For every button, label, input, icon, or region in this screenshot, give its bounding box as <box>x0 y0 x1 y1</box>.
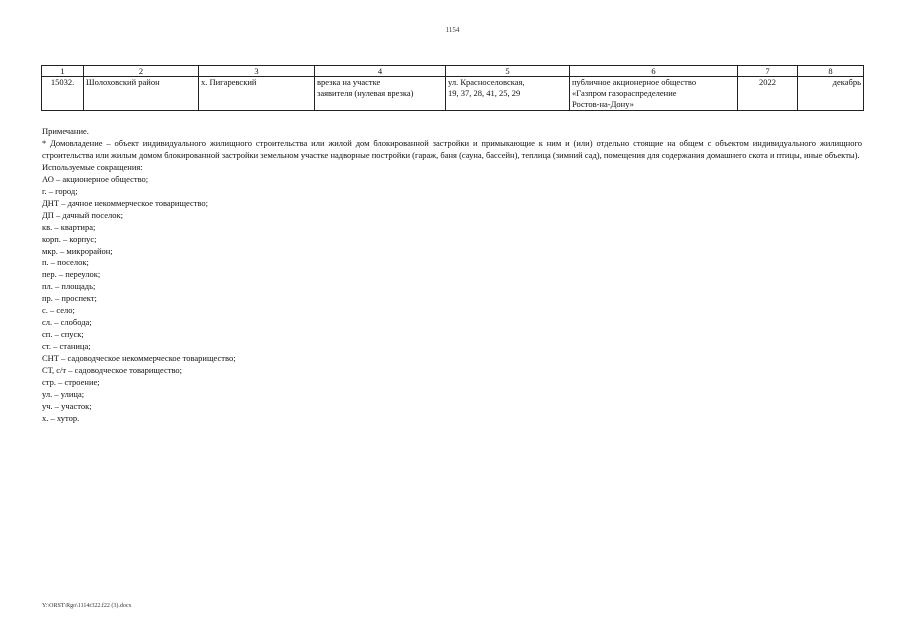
abbreviation-item: ДП – дачный поселок; <box>42 209 124 220</box>
column-header: 6 <box>570 66 738 77</box>
column-header: 3 <box>199 66 315 77</box>
cell-settlement: х. Пигаревский <box>199 77 315 111</box>
notes-section <box>42 126 862 425</box>
cell-work-type <box>315 77 446 111</box>
abbreviation-item: ул. – улица; <box>42 388 85 399</box>
abbreviation-item: корп. – корпус; <box>42 233 97 244</box>
abbreviation-item: мкр. – микрорайон; <box>42 245 113 256</box>
abbreviations-list <box>42 174 862 425</box>
cell-line: «Газпром газораспределение <box>572 88 677 98</box>
cell-year: 2022 <box>738 77 798 111</box>
abbreviation-item: сл. – слобода; <box>42 317 92 328</box>
abbreviations-heading: Используемые сокращения: <box>42 161 143 172</box>
cell-district: Шолоховский район <box>84 77 199 111</box>
cell-line: 19, 37, 28, 41, 25, 29 <box>448 88 521 98</box>
abbreviation-item: АО – акционерное общество; <box>42 173 149 184</box>
cell-line: ул. Красноселовская, <box>448 77 525 87</box>
page-number: 1154 <box>445 26 460 34</box>
notes-heading: Примечание. <box>42 126 89 136</box>
column-header: 7 <box>738 66 798 77</box>
column-header: 8 <box>798 66 864 77</box>
abbreviation-item: стр. – строение; <box>42 377 100 388</box>
abbreviation-item: х. – хутор. <box>42 412 80 423</box>
table-row <box>42 77 864 111</box>
footnote-text: * Домовладение – объект индивидуального жилищного строительства или жилой дом блокированной застройки и примыкающие к ним и (или) отдельно стоящие на общем с объектом индивидуального жилищного строительства или жилым домом блокированной застройки земельном участке надворные постройки (гараж, баня (сауна, бассейн), теплица (зимний сад), помещения для содержания домашнего скота и птицы, иные объекты). <box>42 137 862 160</box>
abbreviation-item: уч. – участок; <box>42 400 92 411</box>
cell-line: врезка на участке <box>317 77 381 87</box>
gasification-table <box>41 65 864 111</box>
cell-line: публичное акционерное общество <box>572 77 697 87</box>
abbreviation-item: ст. – станица; <box>42 341 91 352</box>
column-header: 4 <box>315 66 446 77</box>
abbreviation-item: г. – город; <box>42 185 78 196</box>
abbreviation-item: сп. – спуск; <box>42 329 84 340</box>
cell-month: декабрь <box>798 77 864 111</box>
abbreviation-item: СТ, с/т – садоводческое товарищество; <box>42 365 183 376</box>
abbreviation-item: ДНТ – дачное некоммерческое товарищество; <box>42 197 209 208</box>
abbreviation-item: СНТ – садоводческое некоммерческое товарищество; <box>42 353 236 364</box>
file-path-footer: Y:\ORST\Rgo\1114r322.f22 (3).docx <box>42 603 132 609</box>
cell-organization <box>570 77 738 111</box>
abbreviation-item: с. – село; <box>42 305 75 316</box>
abbreviation-item: пер. – переулок; <box>42 269 101 280</box>
cell-number: 15032. <box>42 77 84 111</box>
abbreviation-item: пл. – площадь; <box>42 281 96 292</box>
column-header: 2 <box>84 66 199 77</box>
cell-address <box>446 77 570 111</box>
abbreviation-item: кв. – квартира; <box>42 221 96 232</box>
cell-line: Ростов-на-Дону» <box>572 99 634 109</box>
cell-line: заявителя (нулевая врезка) <box>317 88 414 98</box>
column-header: 5 <box>446 66 570 77</box>
abbreviation-item: пр. – проспект; <box>42 293 97 304</box>
column-header: 1 <box>42 66 84 77</box>
abbreviation-item: п. – поселок; <box>42 257 89 268</box>
table-header-row <box>42 66 864 77</box>
